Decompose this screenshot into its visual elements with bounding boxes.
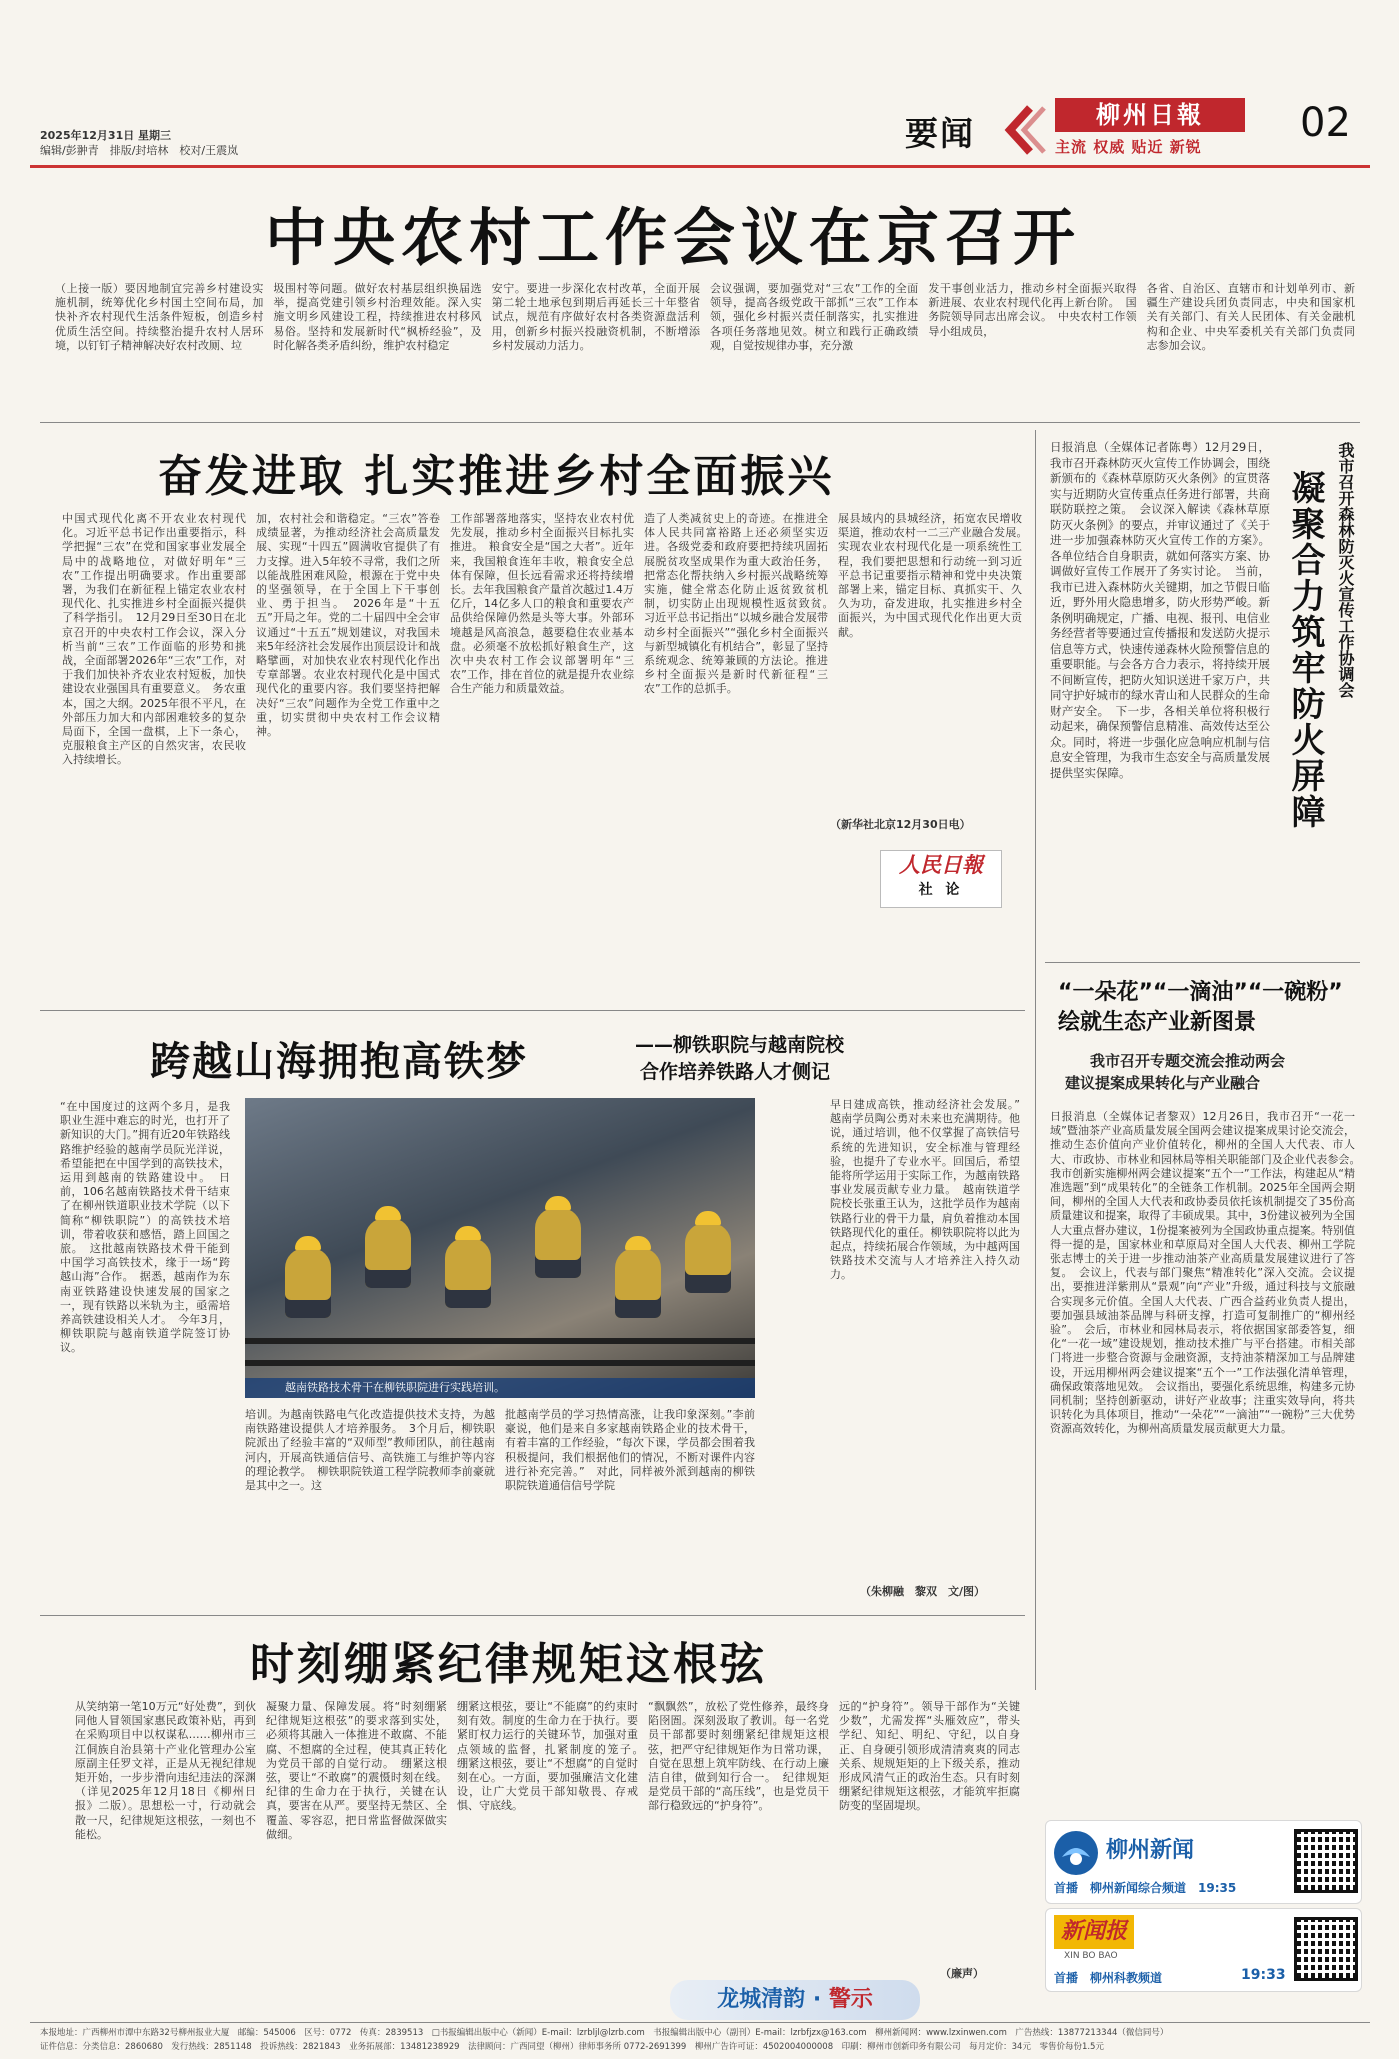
discipline-byline: （廉声） [940, 1967, 984, 1980]
discipline-body [75, 1700, 1020, 1965]
paper-logo: 柳州日報 [1055, 98, 1245, 132]
newsroom-ad[interactable] [1045, 1908, 1362, 1992]
footer-line-1: 本报地址：广西柳州市潭中东路32号柳州报业大厦 邮编：545006 区号：0772 传真：2839513 □书报编辑出版中心（新闻）E-mail：lzrbljl@lzrb.com 书报编辑出版中心（副刊）E-mail：lzrbfjzx@163.com 柳州新闻网：www.lzxinwen.com 广告热线：13877213344（微信同号） [40, 2028, 1169, 2038]
editorial-col-4: 造了人类减贫史上的奇迹。在推进全体人民共同富裕路上还必须坚实迈进。各级党委和政府要把持续巩固拓展脱贫攻坚成果作为重大政治任务，把常态化帮扶纳入乡村振兴战略统筹实施，健全常态化防止返贫致贫机制，切实防止出现规模性返贫致贫。 习近平总书记指出“以城乡融合发展带动乡村全面振兴”“强化乡村全面振兴与新型城镇化有机结合”，彰显了坚持系统观念、统筹兼顾的方法论。推进乡村全面振兴是新时代新征程“三农”工作的总抓手。 [644, 512, 839, 696]
divider [40, 1615, 1025, 1616]
railway-subtitle-1: ——柳铁职院与越南院校 [635, 1034, 845, 1056]
editors-line: 编辑/彭翀青 排版/封培林 校对/王震岚 [40, 144, 239, 157]
divider [1045, 962, 1360, 963]
flower-headline-1: “一朵花”“一滴油”“一碗粉” [1058, 980, 1343, 1005]
newsroom-schedule: 首播 柳州科教频道 [1054, 1971, 1163, 1985]
editorial-body [62, 512, 1033, 1002]
editorial-col-5: 展县域内的县城经济，拓宽农民增收渠道，推动农村一二三产业融合发展。 实现农业农村现代化是一项系统性工程，我们要把思想和行动统一到习近平总书记重要指示精神和党中央决策部署上来，锚定目标、真抓实干、久久为功，奋发进取，扎实推进乡村全面振兴，为中国式现代化作出更大贡献。 [838, 512, 1033, 639]
banner-dot: · [812, 1987, 822, 2012]
discipline-col-3: 绷紧这根弦，要让“不能腐”的约束时刻有效。制度的生命力在于执行。要紧盯权力运行的关键环节，加强对重点领域的监督，扎紧制度的笼子。 绷紧这根弦，要让“不想腐”的自觉时刻在心。一方面，要加强廉洁文化建设，让广大党员干部知敬畏、存戒惧、守底线。 [457, 1700, 649, 1813]
page-number: 02 [1300, 100, 1351, 146]
column-divider [1035, 430, 1036, 1690]
discipline-col-5: 远的“护身符”。领导干部作为“关键少数”，尤需发挥“头雁效应”，带头学纪、知纪、明纪、守纪，以自身正、自身硬引领形成清清爽爽的同志关系、规规矩矩的上下级关系，推动形成风清气正的政治生态。只有时刻绷紧纪律规矩这根弦，才能筑牢拒腐防变的坚固堤坝。 [839, 1700, 1020, 1813]
discipline-col-4: “飘飘然”，放松了党性修养，最终身陷囹圄。深刻汲取了教训。每一名党员干部都要时刻绷紧纪律规矩这根弦，把严守纪律规矩作为日常功课，自觉在思想上筑牢防线、在行动上廉洁自律，做到知行合一。 纪律规矩是党员干部的“高压线”，也是党员干部行稳致远的“护身符”。 [648, 1700, 829, 1813]
lead-body [55, 282, 1355, 412]
section-label: 要闻 [905, 114, 975, 153]
newsroom-logo: 新闻报 [1054, 1915, 1134, 1949]
discipline-headline: 时刻绷紧纪律规矩这根弦 [250, 1639, 767, 1690]
lead-col-6: 各省、自治区、直辖市和计划单列市、新疆生产建设兵团负责同志，中央和国家机关有关部门、有关人民团体、有关金融机构和企业、中央军委机关有关部门负责同志参加会议。 [1146, 282, 1355, 352]
lead-col-2: 圾围村等问题。做好农村基层组织换届选举，提高党建引领乡村治理效能。深入实施文明乡风建设工程，持续推进农村移风易俗。坚持和发展新时代“枫桥经验”，及时化解各类矛盾纠纷，维护农村稳定 [273, 282, 482, 352]
flower-headline-2: 绘就生态产业新图景 [1058, 1010, 1257, 1035]
lead-col-5: 发干事创业活力，推动乡村全面振兴取得新进展、农业农村现代化再上新台阶。 国务院领导同志出席会议。 中央农村工作领导小组成员， [928, 282, 1137, 338]
date-line: 2025年12月31日 星期三 [40, 129, 172, 142]
photo-caption: 越南铁路技术骨干在柳铁职院进行实践培训。 [245, 1378, 755, 1398]
lead-col-3: 安宁。要进一步深化农村改革，全面开展第二轮土地承包到期后再延长三十年整省试点，规范有序做好农村各类资源盘活利用，创新乡村振兴投融资机制，不断增添乡村发展动力活力。 [491, 282, 700, 352]
railway-headline: 跨越山海拥抱高铁梦 [150, 1039, 528, 1085]
railway-subtitle-2: 合作培养铁路人才侧记 [640, 1061, 831, 1083]
lead-col-4: 会议强调，要加强党对“三农”工作的全面领导，提高各级党政干部抓“三农”工作本领，强化乡村振兴责任制落实，扎实推进各项任务落地见效。树立和践行正确政绩观，自觉按规律办事，充分激 [709, 282, 919, 352]
divider [40, 422, 1360, 423]
masthead-rule [30, 165, 1370, 168]
editorial-badge-label: 社 论 [918, 882, 964, 898]
railway-lower-col-2: 批越南学员的学习热情高涨，让我印象深刻。”李前豪说，他们是来自多家越南铁路企业的技术骨干，有着丰富的工作经验，“每次下课，学员都会围着我积极提问，我们根据他们的情况，不断对课件内容进行补充完善。” 对此，同样被外派到越南的柳铁职院铁道通信信号学院 [505, 1408, 755, 1493]
peoples-daily-badge [880, 850, 1002, 908]
footer-line-2: 证件信息：分类信息：2860680 发行热线：2851148 投诉热线：2821843 业务拓展部：13481238929 法律顾问：广西同望（柳州）律师事务所 0772-2691399 柳州广告许可证：4502004000008 印刷：柳州市创新印务有限公司 每月定价：34元 零售价每份1.5元 [40, 2042, 1104, 2052]
news-ad-title: 柳州新闻 [1106, 1838, 1195, 1863]
column-banner [670, 1980, 920, 2020]
banner-right: 警示 [828, 1987, 873, 2012]
lead-col-1: （上接一版）要因地制宜完善乡村建设实施机制，统筹优化乡村国土空间布局，加快补齐农村现代生活条件短板，创造乡村优质生活空间。持续整治提升农村人居环境，以钉钉子精神解决好农村改厕、垃 [55, 282, 264, 352]
peoples-daily-logo: 人民日報 [899, 853, 983, 877]
newsroom-pinyin: XIN BO BAO [1064, 1951, 1118, 1961]
newsroom-qr-code[interactable] [1294, 1917, 1358, 1981]
railway-byline: （朱柳融 黎双 文/图） [860, 1585, 986, 1598]
editorial-source: （新华社北京12月30日电） [830, 818, 971, 831]
railway-lower-body [245, 1408, 755, 1598]
editorial-headline: 奋发进取 扎实推进乡村全面振兴 [158, 451, 835, 502]
fire-subtitle: 我市召开森林防灭火宣传工作协调会 [1336, 442, 1355, 698]
railway-lower-col-1: 培训。为越南铁路电气化改造提供技术支持，为越南铁路建设提供人才培养服务。 3个月后，柳铁职院派出了经验丰富的“双师型”教师团队，前往越南河内，开展高铁通信信号、高铁施工与维护等内容的理论教学。 柳铁职院铁道工程学院教师李前豪就是其中之一。这 [245, 1408, 495, 1493]
slogan: 主流 权威 贴近 新锐 [1055, 138, 1202, 156]
railway-photo [245, 1098, 755, 1398]
fire-headline: 凝聚合力筑牢防火屏障 [1285, 470, 1325, 830]
editorial-col-3: 工作部署落地落实，坚持农业农村优先发展，推动乡村全面振兴目标扎实推进。 粮食安全是“国之大者”。近年来，我国粮食连年丰收，粮食安全总体有保障，但长远看需求还将持续增长。去年我国粮食产量首次越过1.4万亿斤，14亿多人口的粮食和重要农产品供给保障仍然是头等大事。外部环境越是风高浪急，越要稳住农业基本盘。必须毫不放松抓好粮食生产，这次中央农村工作会议部署明年“三农”工作，排在首位的就是提升农业综合生产能力和质量效益。 [450, 512, 634, 696]
divider [40, 1010, 1025, 1011]
news-logo-icon [1054, 1831, 1098, 1875]
news-qr-code[interactable] [1294, 1829, 1358, 1893]
railway-col-1: “在中国度过的这两个多月，是我职业生涯中难忘的时光，也打开了新知识的大门。”拥有近20年铁路线路维护经验的越南学员阮光洋说，希望能把在中国学到的高铁技术，运用到越南的铁路建设中。 日前，106名越南铁路技术骨干结束了在柳州铁道职业技术学院（以下简称“柳铁职院”）的高铁技术培训，带着收获和感悟，踏上回国之旅。 这批越南铁路技术骨干能到中国学习高铁技术，缘于一场“跨越山海”合作。 据悉，越南作为东南亚铁路建设快速发展的国家之一，现有铁路以米轨为主，亟需培养高铁建设相关人才。 今年3月，柳铁职院与越南铁道学院签订协议。 [60, 1100, 230, 1355]
flower-subtitle-2: 建议提案成果转化与产业融合 [1065, 1074, 1261, 1092]
flower-body: 日报消息（全媒体记者黎双）12月26日，我市召开“一花一域”暨油茶产业高质量发展全国两会建议提案成果讨论交流会，推动生态价值向产业价值转化，柳州的全国人大代表、市人大、市政协、市林业和园林局等相关职能部门及企业代表参会。 我市创新实施柳州两会建议提案“五个一”工作法，构建起从“精准选题”到“成果转化”的全链条工作机制。2025年全国两会期间，柳州的全国人大代表和政协委员依托该机制提交了35份高质量建议和提案，取得了丰硕成果。其中，3份建议被列为全国人大重点督办建议，1份提案被列为全国政协重点提案。特别值得一提的是，国家林业和草原局对全国人大代表、柳州工学院张志博士的关于进一步推动油茶产业高质量发展建议进行了答复。 会议上，代表与部门聚焦“精准转化”深入交流。会议提出，要推进洋紫荆从“景观”向“产业”升级，通过科技与文旅融合实现多元价值。全国人大代表、广西合益药业负责人提出，要加强县域油茶品牌与科研支撑，打造可复制推广的“柳州经验”。 会后，市林业和园林局表示，将依据国家部委答复，细化“一花一域”建设规划，推动技术推广与平台搭建。市相关部门将进一步整合资源与金融资源，支持油茶精深加工与品牌建设，开远用柳州两会建议提案“五个一”工作法强化清单管理，确保政策落地见效。 会议指出，要强化系统思维，构建多元协同机制；坚持创新驱动，讲好产业故事；注重实效导向，将共识转化为具体项目，推动“一朵花”“一滴油”“一碗粉”三大优势资源高效转化，为柳州高质量发展贡献更大力量。 [1050, 1110, 1366, 1436]
lead-headline: 中央农村工作会议在京召开 [265, 201, 1082, 274]
editorial-col-2: 加，农村社会和谐稳定。“三农”答卷成绩显著，为推动经济社会高质量发展、实现“十四五”圆满收官提供了有力支撑。进入5年较不寻常，我们之所以能战胜困难风险，根源在于党中央的坚强领导，在于全国上下干事创业、勇于担当。 2026年是“十五五”开局之年。党的二十届四中全会审议通过“十五五”规划建议，对我国未来5年经济社会发展作出顶层设计和战略擘画，对加快农业农村现代化作出专章部署。农业农村现代化是中国式现代化的重要内容。我们要坚持把解决好“三农”问题作为全党工作重中之重，切实贯彻中央农村工作会议精神。 [256, 512, 440, 739]
chevron-left-icon [1000, 102, 1050, 158]
news-ad-schedule: 首播 柳州新闻综合频道 19:35 [1054, 1881, 1237, 1895]
banner-left: 龙城清韵 [717, 1987, 806, 2012]
flower-subtitle-1: 我市召开专题交流会推动两会 [1090, 1052, 1286, 1070]
editorial-col-1: 中国式现代化离不开农业农村现代化。习近平总书记作出重要指示，科学把握“三农”在党和国家事业发展全局中的战略地位，对做好明年“三农”工作提出明确要求。作出重要部署，为我们在新征程上锚定农业农村现代化、扎实推进乡村全面振兴提供了科学指引。 12月29日至30日在北京召开的中央农村工作会议，深入分析当前“三农”工作面临的形势和挑战，全面部署2026年“三农”工作，对于我们加快补齐农业农村短板，加快建设农业强国具有重要意义。 务农重本，国之大纲。2025年很不平凡，在外部压力加大和内部困难较多的复杂局面下，全国一盘棋，上下一条心，克服粮食主产区的自然灾害，农民收入持续增长。 [62, 512, 246, 767]
newsroom-time: 19:33 [1241, 1967, 1286, 1983]
footer-rule [30, 2022, 1370, 2023]
liuzhou-news-ad[interactable] [1045, 1820, 1362, 1904]
discipline-col-2: 凝聚力量、保障发展。将“时刻绷紧纪律规矩这根弦”的要求落到实处，必须将其融入一体推进不敢腐、不能腐、不想腐的全过程，使其真正转化为党员干部的自觉行动。 绷紧这根弦，要让“不敢腐”的震慑时刻在线。纪律的生命力在于执行，关键在认真，要害在从严。要坚持无禁区、全覆盖、零容忍，把日常监督做深做实做细。 [266, 1700, 447, 1841]
discipline-col-1: 从笑纳第一笔10万元“好处费”，到伙同他人冒领国家惠民政策补贴，再到在采购项目中以权谋私……柳州市三江侗族自治县第十产业化管理办公室原副主任罗文祥，正是从无视纪律规矩开始，一步步滑向违纪违法的深渊（详见2025年12月18日《柳州日报》二版）。思想松一寸，行动就会散一尺，纪律规矩这根弦，一刻也不能松。 [75, 1700, 256, 1841]
railway-col-3: 早日建成高铁，推动经济社会发展。” 越南学员陶公勇对未来也充满期待。他说，通过培训，他不仅掌握了高铁信号系统的先进知识，安全标准与管理经验，也提升了专业水平。回国后，希望能将所学运用于实际工作，为越南铁路事业发展贡献专业力量。 越南铁道学院校长张重王认为，这批学员作为越南铁路行业的骨干力量，肩负着推动本国铁路现代化的重任。柳铁职院将以此为起点，持续拓展合作领域，为中越两国铁路技术交流与人才培养注入持久动力。 [830, 1098, 1031, 1282]
fire-body: 日报消息（全媒体记者陈粤）12月29日，我市召开森林防灭火宣传工作协调会，围绕新颁布的《森林草原防灭火条例》的宣贯落实与近期防火宣传重点任务进行部署，共商联防联控之策。 会议深入解读《森林草原防灭火条例》的要点，并审议通过了《关于进一步加强森林防灭火宣传工作的方案》。各单位结合自身职责，就如何落实方案、协调做好宣传工作展开了务实讨论。 当前，我市已进入森林防火关键期，加之节假日临近，野外用火隐患增多，防火形势严峻。新条例明确规定，广播、电视、报刊、电信业务经营者等要通过宣传播报和发送防火提示信息等方式，快速传递森林火险预警信息的重要职能。与会各方合力表示，将持续开展不间断宣传，把防火知识送进千家万户，共同守护好城市的绿水青山和人民群众的生命财产安全。 下一步，各相关单位将积极行动起来，确保预警信息精准、高效传达至公众。同时，将进一步强化应急响应机制与信息安全管理，为我市生态安全与高质量发展提供坚实保障。 [1050, 440, 1270, 780]
